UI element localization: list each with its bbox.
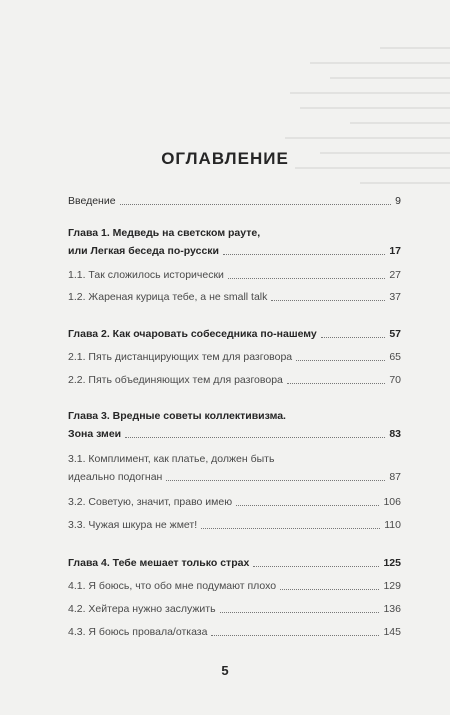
section-label: 3.3. Чужая шкура не жмет! [68,519,198,531]
section-1-2-entry[interactable] [68,286,401,304]
leader-dots [236,505,379,506]
leader-dots [280,589,379,590]
section-3-1-entry[interactable] [68,466,401,484]
section-3-1-line1[interactable]: 3.1. Комплимент, как платье, должен быть [68,453,275,465]
section-2-2-entry[interactable] [68,369,401,387]
section-page-number: 37 [389,291,401,303]
chapter-3-title-line1[interactable]: Глава 3. Вредные советы коллективизма. [68,410,286,422]
chapter-1-title-line2: или Легкая беседа по-русски [68,245,219,257]
section-page-number: 87 [389,471,401,483]
toc-entry-intro[interactable] [68,190,401,208]
section-page-number: 145 [383,626,401,638]
toc-page-number: 9 [395,195,401,207]
section-page-number: 27 [389,269,401,281]
chapter-4-entry[interactable] [68,552,401,570]
section-label: 2.2. Пять объединяющих тем для разговора [68,374,283,386]
leader-dots [211,635,379,636]
section-page-number: 129 [383,580,401,592]
leader-dots [321,337,386,338]
section-label: 2.1. Пять дистанцирующих тем для разговора [68,351,293,363]
chapter-1-title-line1[interactable]: Глава 1. Медведь на светском рауте, [68,227,261,239]
chapter-4-page-number: 125 [383,557,401,569]
section-4-3-entry[interactable] [68,621,401,639]
chapter-1-entry[interactable] [68,240,401,258]
leader-dots [253,566,379,567]
leader-dots [287,383,385,384]
section-page-number: 110 [384,519,401,531]
chapter-3-title-line2: Зона змеи [68,428,122,440]
section-label: 4.1. Я боюсь, что обо мне подумают плохо [68,580,277,592]
section-page-number: 65 [389,351,401,363]
section-label: 4.3. Я боюсь провала/отказа [68,626,208,638]
toc-entry-label: Введение [68,195,116,207]
section-3-2-entry[interactable] [68,491,401,509]
leader-dots [120,204,392,205]
chapter-3-entry[interactable] [68,423,401,441]
section-label: 1.2. Жареная курица тебе, а не small talk [68,291,268,303]
chapter-2-page-number: 57 [389,328,401,340]
section-label: идеально подогнан [68,471,163,483]
leader-dots [271,300,385,301]
section-2-1-entry[interactable] [68,346,401,364]
section-page-number: 106 [383,496,401,508]
chapter-1-page-number: 17 [389,245,401,257]
section-4-2-entry[interactable] [68,598,401,616]
section-label: 1.1. Так сложилось исторически [68,269,224,281]
leader-dots [296,360,385,361]
toc-title: ОГЛАВЛЕНИЕ [161,149,289,168]
section-label: 3.2. Советую, значит, право имею [68,496,233,508]
leader-dots [220,612,380,613]
section-4-1-entry[interactable] [68,575,401,593]
chapter-4-title: Глава 4. Тебе мешает только страх [68,557,250,569]
chapter-2-title: Глава 2. Как очаровать собеседника по-нашему [68,328,317,340]
section-3-3-entry[interactable] [68,514,401,532]
section-page-number: 70 [389,374,401,386]
page-number: 5 [221,663,229,678]
section-label: 4.2. Хейтера нужно заслужить [68,603,216,615]
chapter-3-page-number: 83 [389,428,401,440]
leader-dots [223,254,385,255]
chapter-2-entry[interactable] [68,323,401,341]
leader-dots [228,278,385,279]
section-1-1-entry[interactable] [68,264,401,282]
leader-dots [166,480,385,481]
leader-dots [201,528,380,529]
section-page-number: 136 [383,603,401,615]
leader-dots [125,437,385,438]
